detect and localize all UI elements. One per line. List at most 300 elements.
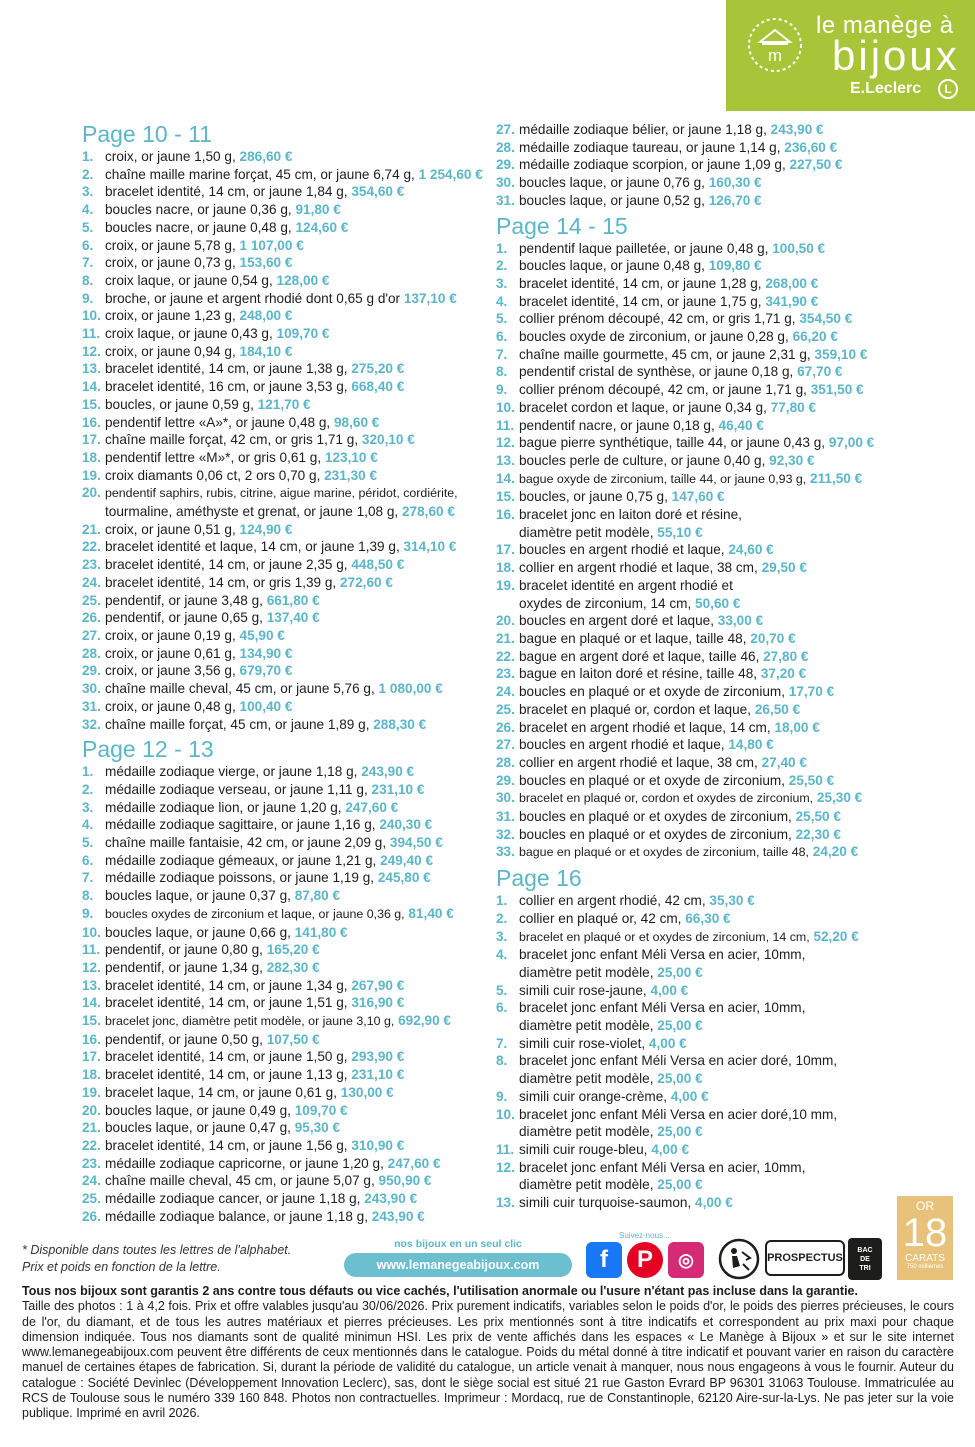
item-description: médaille zodiaque lion, or jaune 1,20 g,	[105, 799, 342, 815]
item-price: 359,10 €	[814, 346, 868, 362]
item-number: 13.	[496, 1195, 515, 1211]
item-number: 15.	[82, 1013, 101, 1029]
item-description: boucles, or jaune 0,59 g,	[105, 396, 254, 412]
price-list-item	[82, 763, 482, 781]
price-list-item	[496, 275, 896, 293]
item-number: 20.	[82, 485, 101, 501]
item-description: pendentif lettre «M»*, or gris 0,61 g,	[105, 449, 322, 465]
item-price: 50,60 €	[695, 595, 741, 611]
price-list-item	[496, 1159, 896, 1194]
price-list-item	[82, 219, 482, 237]
price-list-item	[496, 541, 896, 559]
price-list-item	[82, 941, 482, 959]
item-description: pendentif, or jaune 3,48 g,	[105, 592, 263, 608]
item-number: 9.	[82, 905, 94, 921]
item-description: chaîne maille gourmette, 45 cm, or jaune 2,31 g,	[519, 346, 811, 362]
price-list-item	[82, 977, 482, 995]
item-description: croix laque, or jaune 0,43 g,	[105, 326, 273, 342]
item-price: 27,80 €	[763, 648, 809, 664]
item-description: bracelet jonc enfant Méli Versa en acier, 10mm,	[519, 1159, 806, 1175]
section-heading: Page 14 - 15	[496, 212, 628, 239]
item-description: boucles laque, or jaune 0,76 g,	[519, 175, 705, 191]
item-number: 31.	[496, 809, 515, 825]
item-number: 18.	[496, 560, 515, 576]
item-number: 23.	[82, 1155, 101, 1171]
item-description: simili cuir rose-violet,	[519, 1035, 646, 1051]
item-number: 16.	[82, 1031, 101, 1047]
item-description: bracelet jonc en laiton doré et résine,	[519, 507, 742, 523]
item-price: 243,90 €	[361, 764, 415, 780]
item-description: boucles en argent doré et laque,	[519, 613, 714, 629]
price-list-item	[82, 799, 482, 817]
item-number: 14.	[82, 995, 101, 1011]
item-number: 22.	[496, 648, 515, 664]
item-price: 4,00 €	[650, 982, 689, 998]
item-description: bracelet identité, 14 cm, or jaune 1,28 g,	[519, 275, 762, 291]
bac-de-tri-icon	[848, 1238, 882, 1280]
item-number: 11.	[496, 1141, 515, 1157]
item-number: 23.	[82, 557, 101, 573]
item-description: médaille zodiaque poissons, or jaune 1,19 g,	[105, 870, 375, 886]
item-description: médaille zodiaque gémeaux, or jaune 1,21 g,	[105, 852, 377, 868]
item-description: médaille zodiaque balance, or jaune 1,18 g,	[105, 1208, 369, 1224]
price-list-item	[496, 648, 896, 666]
price-list-item	[496, 946, 896, 981]
instagram-icon[interactable]: ◎	[668, 1242, 704, 1278]
item-price: 275,20 €	[351, 361, 405, 377]
item-number: 17.	[82, 1049, 101, 1065]
brand-line2: bijoux	[832, 32, 960, 79]
item-price: 35,30 €	[709, 893, 755, 909]
item-price: 109,70 €	[294, 1102, 348, 1118]
item-price: 341,90 €	[765, 293, 819, 309]
item-number: 31.	[82, 698, 101, 714]
item-description: boucles en argent rhodié et laque,	[519, 542, 725, 558]
price-list-item	[82, 680, 482, 698]
item-number: 25.	[496, 701, 515, 717]
price-list-item	[82, 994, 482, 1012]
item-description-cont	[519, 1176, 896, 1194]
item-number: 3.	[82, 184, 94, 200]
price-list-item	[496, 910, 896, 928]
price-list-item	[82, 781, 482, 799]
item-description: bracelet identité, 14 cm, or jaune 1,38 g,	[105, 361, 348, 377]
price-list-item	[496, 719, 896, 737]
item-number: 9.	[496, 382, 508, 398]
item-price: 92,30 €	[769, 452, 815, 468]
item-price: 91,80 €	[295, 202, 341, 218]
item-number: 6.	[82, 852, 94, 868]
item-number: 25.	[82, 1191, 101, 1207]
item-price: 14,80 €	[728, 737, 774, 753]
item-description: boucles oxyde de zirconium, or jaune 0,28 g,	[519, 329, 789, 345]
item-price: 98,60 €	[334, 414, 380, 430]
price-list-item	[82, 662, 482, 680]
price-list-item	[496, 808, 896, 826]
item-description: bracelet jonc enfant Méli Versa en acier, 10mm,	[519, 1000, 806, 1016]
price-list-item	[82, 698, 482, 716]
prospectus-badge: PROSPECTUS	[765, 1240, 845, 1276]
item-price: 124,90 €	[239, 521, 293, 537]
brand-line3: E.Leclerc	[850, 80, 922, 97]
price-list-item	[496, 1035, 896, 1053]
item-price: 55,10 €	[657, 524, 703, 540]
price-list-item	[82, 816, 482, 834]
item-price: 448,50 €	[351, 557, 405, 573]
price-list-item	[496, 310, 896, 328]
item-number: 14.	[82, 379, 101, 395]
item-price: 314,10 €	[403, 539, 457, 555]
section-heading: Page 16	[496, 865, 582, 892]
carats-mill: 750 millièmes	[906, 1264, 944, 1270]
item-number: 32.	[82, 716, 101, 732]
carousel-logo-icon	[746, 16, 804, 74]
item-description: bracelet identité, 14 cm, or gris 1,39 g,	[105, 574, 337, 590]
item-number: 3.	[496, 275, 508, 291]
item-description-cont	[519, 1123, 896, 1141]
item-number: 23.	[496, 666, 515, 682]
item-description: boucles oxydes de zirconium et laque, or jaune 0,36 g,	[105, 906, 405, 921]
item-number: 30.	[496, 790, 515, 806]
item-number: 20.	[496, 613, 515, 629]
item-description: bracelet en plaqué or, cordon et oxydes de zirconium,	[519, 791, 814, 806]
item-description: croix, or jaune 0,48 g,	[105, 698, 236, 714]
item-number: 30.	[82, 681, 101, 697]
price-list-item	[82, 645, 482, 663]
item-price: 100,40 €	[239, 698, 293, 714]
item-description-line2: diamètre petit modèle,	[519, 1018, 654, 1034]
item-price: 231,10 €	[371, 781, 425, 797]
item-description: chaîne maille forçat, 42 cm, or gris 1,71 g,	[105, 432, 359, 448]
price-list-item	[82, 1172, 482, 1190]
item-description: simili cuir turquoise-saumon,	[519, 1195, 692, 1211]
price-list-item	[496, 982, 896, 1000]
item-description: boucles en plaqué or et oxyde de zirconium,	[519, 772, 785, 788]
price-list-item	[82, 290, 482, 308]
item-description: pendentif lettre «A»*, or jaune 0,48 g,	[105, 414, 331, 430]
item-description: pendentif, or jaune 1,34 g,	[105, 959, 263, 975]
item-price: 227,50 €	[789, 157, 843, 173]
bac-line3: TRI	[859, 1265, 871, 1272]
item-number: 2.	[496, 258, 508, 274]
price-list-item	[496, 174, 896, 192]
price-list-item	[82, 431, 482, 449]
item-price: 692,90 €	[398, 1013, 451, 1029]
item-price: 243,90 €	[371, 1208, 425, 1224]
item-number: 8.	[82, 272, 94, 288]
item-price: 20,70 €	[750, 630, 796, 646]
price-list-item	[496, 399, 896, 417]
item-description: bracelet identité, 14 cm, or jaune 1,13 g,	[105, 1067, 348, 1083]
svg-text:m: m	[767, 46, 783, 65]
price-list-item	[82, 887, 482, 905]
price-list-item	[496, 1194, 896, 1212]
item-description: pendentif, or jaune 0,65 g,	[105, 610, 263, 626]
item-number: 29.	[496, 772, 515, 788]
item-number: 12.	[496, 1159, 515, 1175]
item-price: 354,50 €	[799, 311, 853, 327]
section-heading: Page 12 - 13	[82, 736, 214, 763]
item-number: 8.	[496, 1053, 508, 1069]
price-list-item	[82, 484, 482, 520]
item-number: 21.	[82, 1120, 101, 1136]
price-list-item	[82, 556, 482, 574]
price-list-item	[82, 592, 482, 610]
price-list-item	[496, 701, 896, 719]
item-description: bracelet jonc enfant Méli Versa en acier, 10mm,	[519, 947, 806, 963]
item-price: 25,00 €	[657, 1071, 703, 1087]
item-price: 4,00 €	[648, 1035, 687, 1051]
18-carats-badge	[897, 1196, 953, 1280]
item-description: bague en laiton doré et résine, taille 48,	[519, 666, 758, 682]
price-list-item	[82, 1102, 482, 1120]
item-number: 14.	[496, 470, 515, 486]
item-description: boucles laque, or jaune 0,49 g,	[105, 1102, 291, 1118]
item-price: 272,60 €	[340, 574, 393, 590]
price-list-item	[496, 121, 896, 139]
item-price: 46,40 €	[718, 417, 764, 433]
item-number: 10.	[82, 308, 101, 324]
item-number: 7.	[82, 870, 94, 886]
price-list-item	[496, 192, 896, 210]
item-price: 4,00 €	[651, 1141, 690, 1157]
item-description: collier en argent rhodié et laque, 38 cm,	[519, 560, 758, 576]
item-price: 27,40 €	[761, 754, 807, 770]
price-list-item	[82, 574, 482, 592]
item-number: 21.	[82, 521, 101, 537]
price-list-item	[82, 716, 482, 734]
item-description: croix, or jaune 1,50 g,	[105, 149, 236, 164]
item-price: 24,20 €	[812, 844, 859, 860]
item-price: 1 080,00 €	[378, 681, 443, 697]
item-number: 12.	[82, 343, 101, 359]
item-number: 3.	[82, 799, 94, 815]
item-description: bague en plaqué or et oxydes de zirconium, taille 48,	[519, 845, 809, 860]
item-description: bracelet identité, 14 cm, or jaune 1,84 g,	[105, 184, 348, 200]
price-list-item	[496, 789, 896, 808]
price-list-item	[82, 1012, 482, 1031]
item-price: 25,50 €	[788, 772, 835, 788]
item-price: 87,80 €	[294, 888, 341, 904]
price-list-item	[82, 1084, 482, 1102]
price-list-item	[496, 559, 896, 577]
item-description: croix, or jaune 3,56 g,	[105, 663, 236, 679]
item-description-line2: tourmaline, améthyste et grenat, or jaune 1,08 g,	[105, 504, 399, 520]
item-price: 25,30 €	[816, 790, 863, 806]
item-description: bracelet identité, 14 cm, or jaune 1,51 g,	[105, 995, 348, 1011]
item-price: 97,00 €	[828, 435, 875, 451]
item-number: 26.	[82, 610, 101, 626]
price-list-item	[496, 363, 896, 381]
price-list-item	[82, 1190, 482, 1208]
item-description: bracelet identité et laque, 14 cm, or jaune 1,39 g,	[105, 539, 400, 555]
item-price: 236,60 €	[784, 139, 838, 155]
price-list-item	[496, 736, 896, 754]
item-price: 351,50 €	[810, 382, 864, 398]
item-description: bracelet jonc enfant Méli Versa en acier doré,10 mm,	[519, 1106, 838, 1122]
item-price: 66,20 €	[792, 329, 838, 345]
price-list-item	[82, 254, 482, 272]
item-description: bracelet identité, 14 cm, or jaune 1,75 g,	[519, 293, 762, 309]
item-number: 15.	[82, 396, 101, 412]
item-number: 1.	[496, 240, 508, 256]
item-description: bracelet jonc, diamètre petit modèle, or jaune 3,10 g,	[105, 1014, 395, 1029]
item-price: 130,00 €	[340, 1084, 394, 1100]
item-price: 245,80 €	[377, 870, 431, 886]
item-description: bracelet laque, 14 cm, or jaune 0,61 g,	[105, 1084, 337, 1100]
price-list-item	[82, 360, 482, 378]
item-price: 165,20 €	[266, 942, 320, 958]
item-description: bague pierre synthétique, taille 44, or jaune 0,43 g,	[519, 435, 826, 451]
carats-number: 18	[902, 1211, 948, 1255]
item-description: bracelet en argent rhodié et laque, 14 cm,	[519, 719, 771, 735]
item-description: médaille zodiaque cancer, or jaune 1,18 g,	[105, 1191, 361, 1207]
carats-label: CARATS	[905, 1253, 945, 1264]
brand-logo	[726, 0, 975, 111]
item-description: bracelet identité, 14 cm, or jaune 1,56 g,	[105, 1137, 348, 1153]
item-price: 950,90 €	[378, 1173, 432, 1189]
price-list-item	[82, 1066, 482, 1084]
item-description: boucles en plaqué or et oxyde de zirconium,	[519, 684, 785, 700]
price-list-item	[82, 166, 482, 184]
item-description: chaîne maille cheval, 45 cm, or jaune 5,07 g,	[105, 1173, 375, 1189]
item-price: 247,60 €	[387, 1155, 441, 1171]
item-price: 100,50 €	[772, 240, 826, 256]
item-description: boucles en argent rhodié et laque,	[519, 737, 725, 753]
website-link[interactable]: www.lemanegeabijoux.com	[344, 1253, 572, 1277]
item-price: 679,70 €	[239, 663, 293, 679]
item-price: 24,60 €	[728, 542, 774, 558]
pinterest-icon[interactable]: P	[627, 1242, 663, 1278]
item-number: 13.	[82, 977, 101, 993]
item-number: 30.	[496, 175, 515, 191]
facebook-icon[interactable]: f	[586, 1242, 622, 1278]
item-price: 153,60 €	[239, 255, 293, 271]
price-list-item	[496, 577, 896, 612]
item-number: 16.	[496, 507, 515, 523]
item-description: chaîne maille forçat, 45 cm, or jaune 1,89 g,	[105, 716, 370, 732]
price-list-item	[496, 156, 896, 174]
item-price: 26,50 €	[754, 701, 801, 717]
item-number: 17.	[82, 432, 101, 448]
item-number: 10.	[82, 924, 101, 940]
item-price: 109,70 €	[276, 326, 330, 342]
triman-recycle-icon	[718, 1238, 760, 1280]
price-list-item	[496, 892, 896, 910]
item-description-line2: diamètre petit modèle,	[519, 1071, 654, 1087]
price-list-item	[82, 609, 482, 627]
price-list-item	[82, 1119, 482, 1137]
item-description: simili cuir rose-jaune,	[519, 982, 647, 998]
web-title: nos bijoux en un seul clic	[394, 1238, 522, 1250]
item-number: 12.	[496, 435, 515, 451]
item-price: 243,90 €	[364, 1191, 418, 1207]
item-price: 282,30 €	[266, 959, 320, 975]
item-description: collier prénom découpé, 42 cm, or jaune 1,71 g,	[519, 382, 807, 398]
item-description: croix, or jaune 1,23 g,	[105, 308, 236, 324]
item-price: 17,70 €	[788, 684, 835, 700]
price-list-item	[82, 924, 482, 942]
price-list-item	[496, 452, 896, 470]
price-list-item	[82, 183, 482, 201]
price-list-item	[82, 627, 482, 645]
item-number: 13.	[82, 361, 101, 377]
price-list-item	[82, 869, 482, 887]
item-description: boucles laque, or jaune 0,37 g,	[105, 888, 291, 904]
item-description-line2: diamètre petit modèle,	[519, 964, 654, 980]
item-number: 22.	[82, 539, 101, 555]
item-price: 37,20 €	[760, 666, 807, 682]
item-number: 2.	[82, 781, 94, 797]
item-price: 184,10 €	[239, 343, 293, 359]
bac-line1: BAC	[857, 1247, 873, 1254]
item-number: 4.	[82, 202, 94, 218]
price-list-item	[82, 201, 482, 219]
item-description-line2: diamètre petit modèle,	[519, 1124, 654, 1140]
item-number: 16.	[82, 414, 101, 430]
price-list-item	[82, 307, 482, 325]
item-description: médaille zodiaque vierge, or jaune 1,18 g,	[105, 764, 358, 780]
legal-text: Taille des photos : 1 à 4,2 fois. Prix et offre valables jusqu'au 30/06/2026. Prix purement indicatifs, variables selon le poids d'or, le poids des pierres précieuses, le cours de l'or, du diamant, et de tous les autres matériaux et pierres précieuses. Les prix mentionnés sont à titre indicatifs et correspondent au prix maxi pour chaque dimension indiquée. Tous nos diamants sont de qualité minimun HSI. Les prix de vente affichés dans les espaces « Le Manège à Bijoux » et sur le site internet www.lemanegeabijoux.com peuvent être différents de ceux mentionnés dans le catalogue. Poids du métal donné à titre indicatif et pouvant varier en raison du caractère manuel de certaines étapes de fabrication. Si, durant la période de validité du catalogue, un article venait à manquer, nous nous engageons à vous le fournir. Auteur du catalogue : Société Devinlec (Développement Innovation Leclerc), sas, dont le siège social est situé 21 rue Gaston Evrard BP 96301 31063 Toulouse. Immatriculée au RCS de Toulouse sous le numéro 339 160 848. Photos non contractuelles. Imprimeur : Mordacq, rue de Constantinople, 62120 Aire-sur-la-Lys. Ne pas jeter sur la voie publique. Imprimé en avril 2026.	[22, 1299, 954, 1421]
item-price: 1 254,60 €	[418, 166, 483, 182]
price-list-item	[82, 1155, 482, 1173]
item-price: 121,70 €	[257, 396, 311, 412]
left-column	[82, 120, 482, 1225]
item-price: 45,90 €	[239, 627, 285, 643]
item-description: bracelet identité en argent rhodié et	[519, 577, 733, 593]
item-number: 6.	[82, 237, 94, 253]
item-number: 24.	[82, 574, 101, 590]
item-number: 1.	[82, 764, 94, 780]
item-price: 661,80 €	[266, 592, 320, 608]
item-price: 81,40 €	[408, 905, 454, 921]
item-number: 3.	[496, 928, 508, 944]
item-description: collier en argent rhodié et laque, 38 cm,	[519, 754, 758, 770]
price-list-item	[496, 257, 896, 275]
item-description: médaille zodiaque bélier, or jaune 1,18 g,	[519, 122, 767, 137]
item-price: 231,10 €	[351, 1067, 405, 1083]
item-price: 354,60 €	[351, 184, 405, 200]
item-number: 26.	[82, 1208, 101, 1224]
item-number: 2.	[496, 910, 508, 926]
item-number: 28.	[82, 645, 101, 661]
item-description-cont	[519, 595, 896, 613]
item-description: croix, or jaune 0,61 g,	[105, 645, 236, 661]
item-description: boucles, or jaune 0,75 g,	[519, 489, 668, 505]
item-number: 4.	[496, 293, 508, 309]
item-price: 320,10 €	[361, 432, 415, 448]
item-description-cont	[105, 503, 482, 521]
item-description: chaîne maille marine forçat, 45 cm, or jaune 6,74 g,	[105, 166, 415, 182]
item-number: 21.	[496, 630, 515, 646]
item-description: boucles laque, or jaune 0,66 g,	[105, 924, 291, 940]
item-description: médaille zodiaque verseau, or jaune 1,11 g,	[105, 781, 368, 797]
price-list-item	[82, 449, 482, 467]
item-price: 668,40 €	[351, 379, 405, 395]
item-number: 10.	[496, 1106, 515, 1122]
item-price: 278,60 €	[401, 504, 455, 520]
price-list-item	[82, 396, 482, 414]
item-number: 7.	[496, 1035, 508, 1051]
item-number: 19.	[496, 577, 515, 593]
price-list-item	[496, 240, 896, 258]
item-number: 4.	[82, 817, 94, 833]
item-price: 211,50 €	[810, 470, 863, 486]
item-description: bracelet identité, 14 cm, or jaune 1,34 g,	[105, 977, 348, 993]
item-price: 293,90 €	[351, 1049, 405, 1065]
item-number: 6.	[496, 329, 508, 345]
legal-notice	[22, 1284, 954, 1422]
